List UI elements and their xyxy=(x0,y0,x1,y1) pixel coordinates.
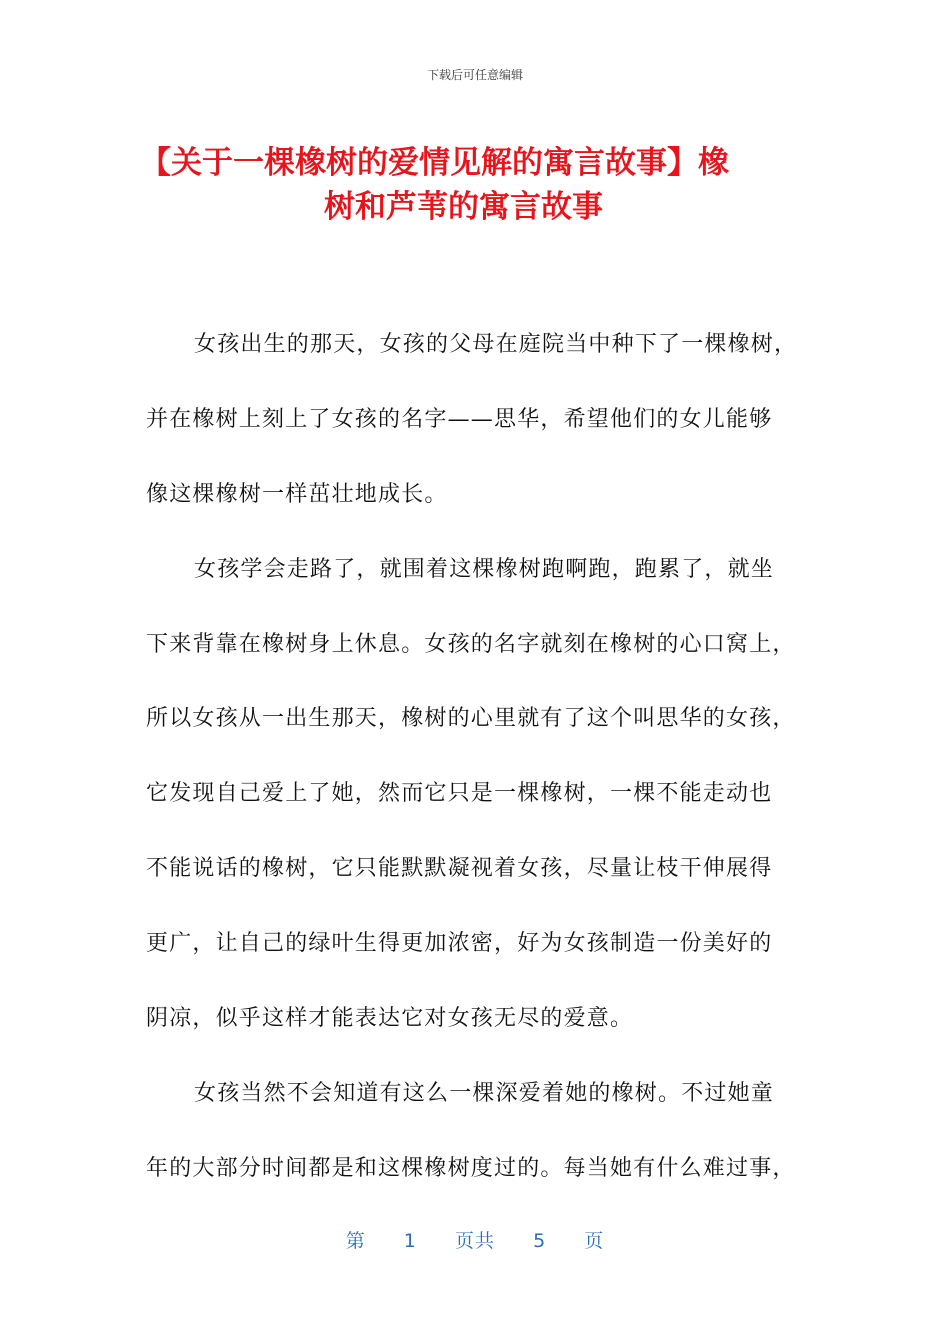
body-line: 下来背靠在橡树身上休息。女孩的名字就刻在橡树的心口窝上， xyxy=(146,631,796,657)
body-line: 阴凉，似乎这样才能表达它对女孩无尽的爱意。 xyxy=(146,1006,634,1032)
body-line: 像这棵橡树一样茁壮地成长。 xyxy=(146,481,448,507)
current-page-number: 1 xyxy=(403,1230,417,1252)
document-title xyxy=(140,141,820,229)
body-line: 并在橡树上刻上了女孩的名字——思华，希望他们的女儿能够 xyxy=(146,406,773,432)
footer-prefix: 第 xyxy=(345,1230,366,1252)
body-line: 所以女孩从一出生那天，橡树的心里就有了这个叫思华的女孩， xyxy=(146,706,796,732)
footer-suffix: 页 xyxy=(584,1230,605,1252)
title-line-2: 树和芦苇的寓言故事 xyxy=(324,189,603,225)
body-line: 女孩出生的那天，女孩的父母在庭院当中种下了一棵橡树， xyxy=(194,332,798,357)
body-line: 更广，让自己的绿叶生得更加浓密，好为女孩制造一份美好的 xyxy=(146,931,773,957)
page-footer xyxy=(0,1226,950,1253)
total-pages-number: 5 xyxy=(533,1230,547,1252)
body-line: 女孩学会走路了，就围着这棵橡树跑啊跑，跑累了，就坐 xyxy=(194,556,775,582)
document-body xyxy=(146,326,810,1225)
body-line: 年的大部分时间都是和这棵橡树度过的。每当她有什么难过事， xyxy=(146,1155,796,1181)
footer-middle: 页共 xyxy=(454,1230,495,1252)
body-line: 女孩当然不会知道有这么一棵深爱着她的橡树。不过她童 xyxy=(194,1080,775,1106)
title-line-1: 【关于一棵橡树的爱情见解的寓言故事】橡 xyxy=(140,145,729,181)
body-line: 不能说话的橡树，它只能默默凝视着女孩，尽量让枝干伸展得 xyxy=(146,856,773,882)
body-line: 它发现自己爱上了她，然而它只是一棵橡树，一棵不能走动也 xyxy=(146,781,773,807)
header-note: 下载后可任意编辑 xyxy=(426,68,523,82)
